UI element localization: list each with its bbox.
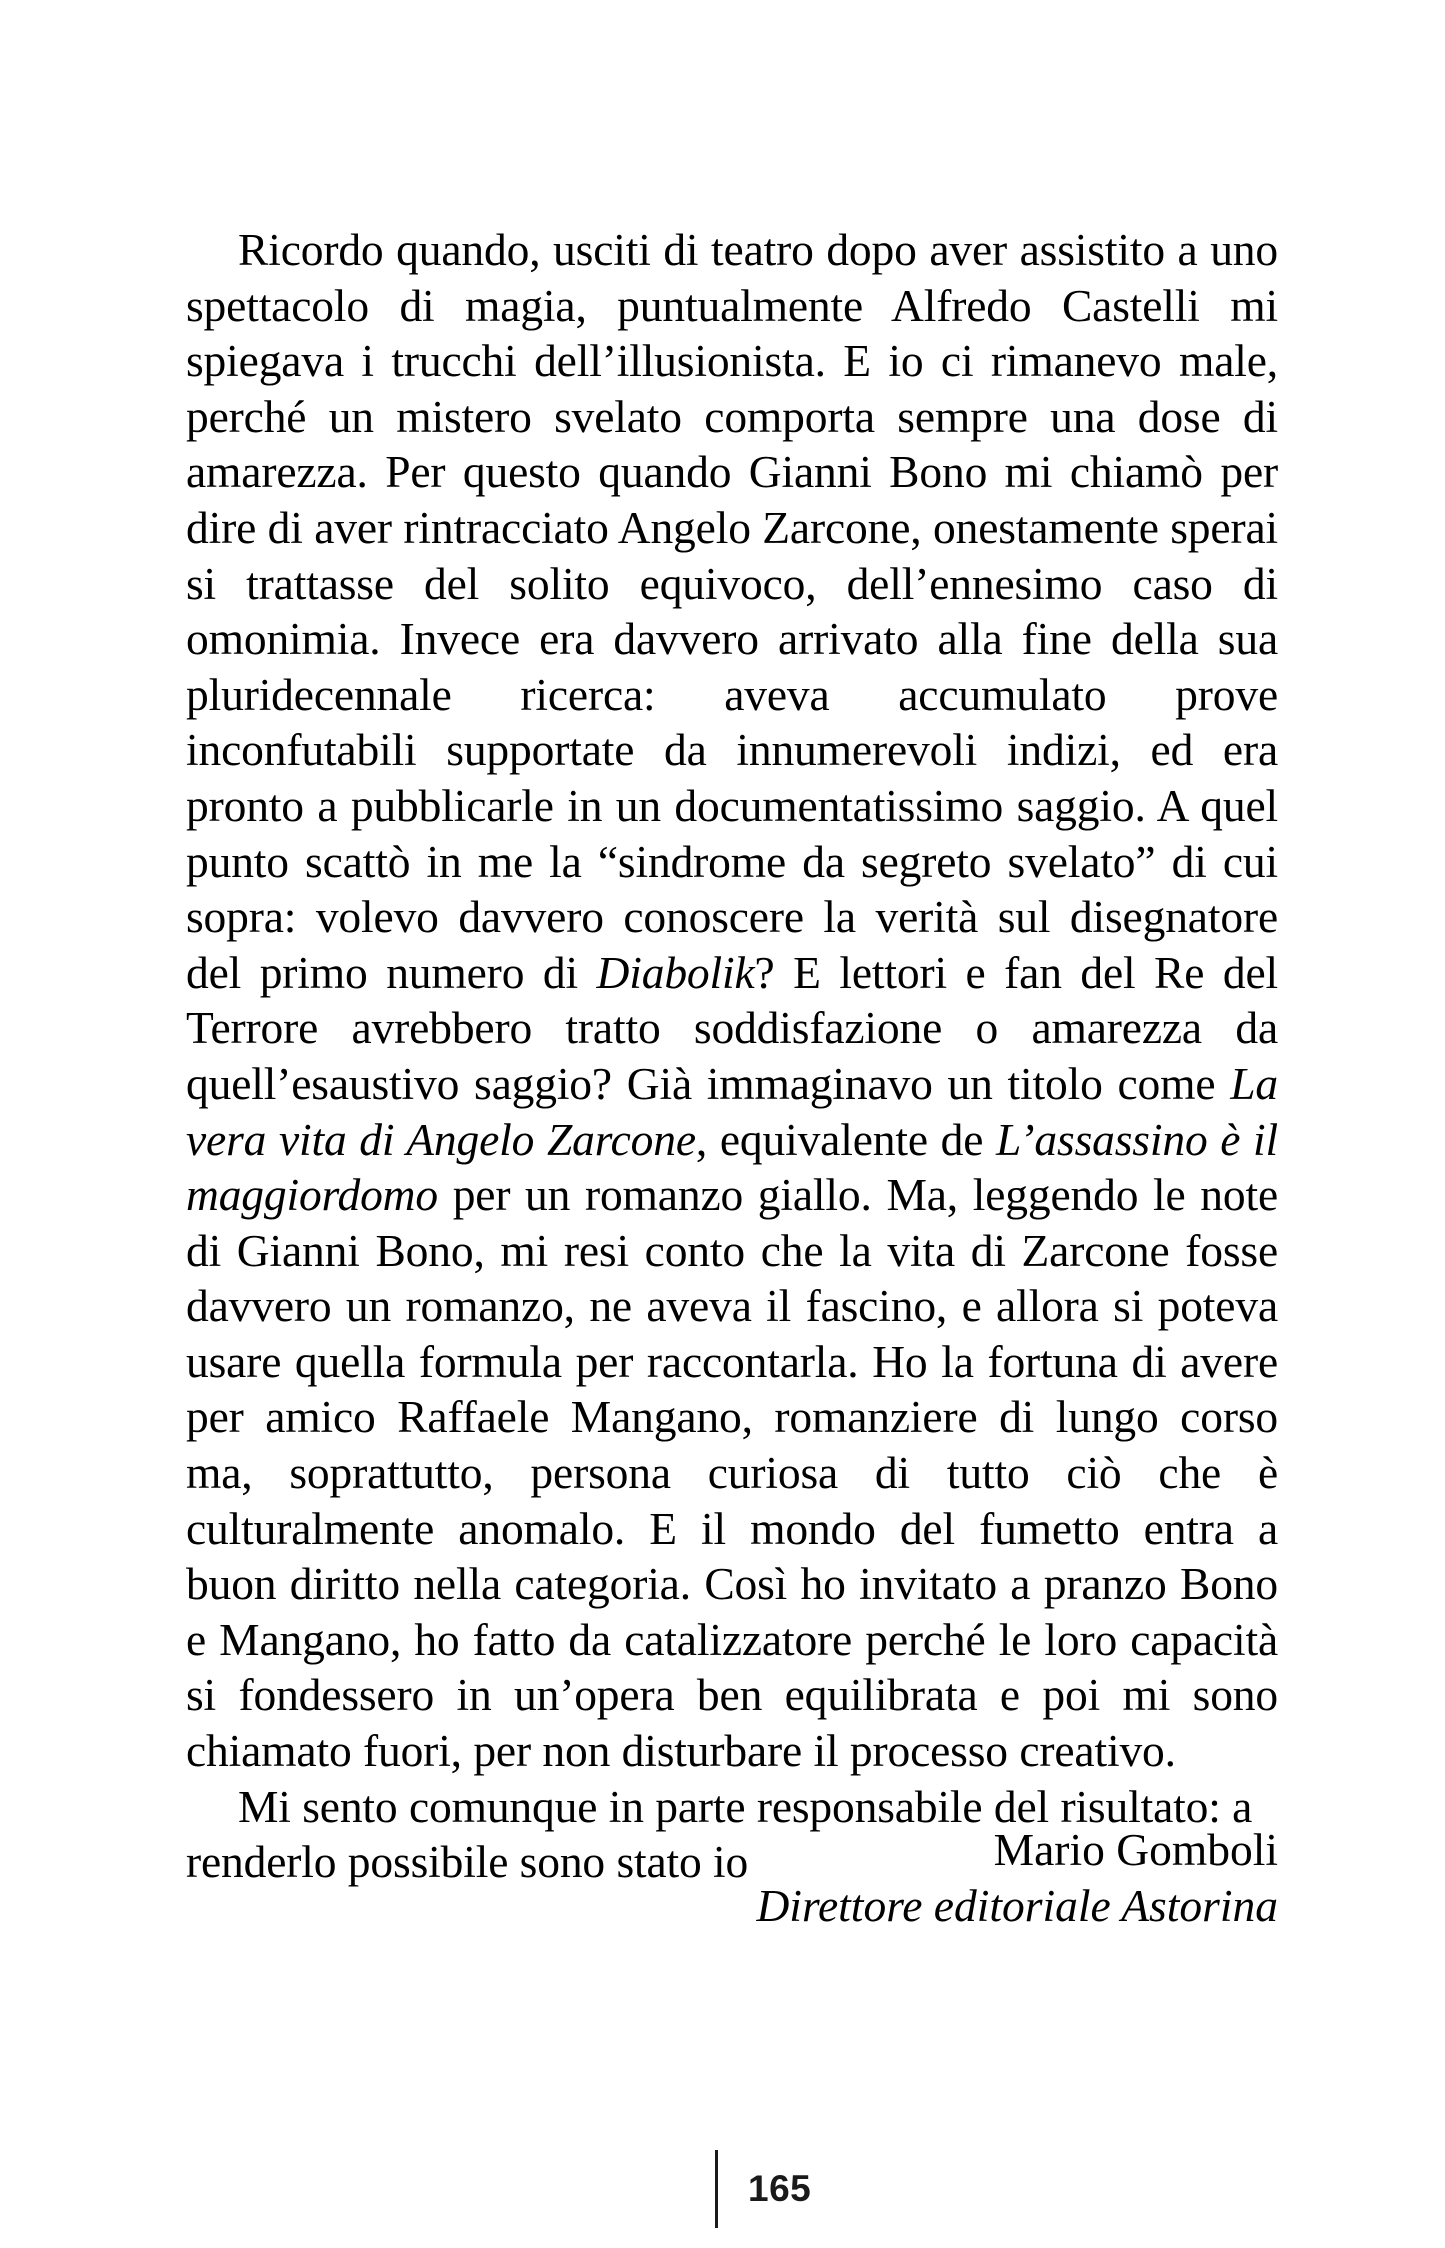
signature-block [186, 1822, 1278, 1933]
paragraph-1: Ricordo quando, usciti di teatro dopo aver assistito a uno spettacolo di magia, puntualmente Alfredo Castelli mi spiegava i trucchi dell’illusionista. E io ci rimanevo male, perché un mistero svelato comporta sempre una dose di amarezza. Per questo quando Gianni Bono mi chiamò per dire di aver rintracciato Angelo Zarcone, onestamente sperai si trattasse del solito equivoco, dell’ennesimo caso di omonimia. Invece era davvero arrivato alla fine della sua pluridecennale ricerca: aveva accumulato prove inconfutabili supportate da innumerevoli indizi, ed era pronto a pubblicarle in un documentatissimo saggio. A quel punto scattò in me la “sindrome da segreto svelato” di cui sopra: volevo davvero conoscere la verità sul disegnatore del primo numero di Diabolik? E lettori e fan del Re del Terrore avrebbero tratto soddisfazione o amarezza da quell’esaustivo saggio? Già immaginavo un titolo come La vera vita di Angelo Zarcone, equivalente de L’assassino è il maggiordomo per un romanzo giallo. Ma, leggendo le note di Gianni Bono, mi resi conto che la vita di Zarcone fosse davvero un romanzo, ne aveva il fascino, e allora si poteva usare quella formula per raccontarla. Ho la fortuna di avere per amico Raffaele Mangano, romanziere di lungo corso ma, soprattutto, persona curiosa di tutto ciò che è culturalmente anomalo. E il mondo del fumetto entra a buon diritto nella categoria. Così ho invitato a pranzo Bono e Mangano, ho fatto da catalizzatore perché le loro capacità si fondessero in un’opera ben equilibrata e poi mi sono chiamato fuori, per non disturbare il processo creativo. [186, 224, 1279, 1777]
page-footer [0, 2150, 1445, 2240]
body-text-block [186, 222, 1278, 1890]
footer-divider-rule [715, 2150, 718, 2228]
signature-role: Direttore editoriale Astorina [756, 1879, 1278, 1931]
signature-name: Mario Gomboli [993, 1824, 1278, 1875]
paragraph-2: Mi sento comunque in parte responsabile del risultato: a renderlo possibile sono stato io [186, 1780, 1253, 1888]
italic-title: L’assassino è il maggiordomo [186, 1113, 1278, 1221]
italic-title: Diabolik [596, 946, 755, 998]
page-number: 165 [748, 2168, 812, 2209]
italic-title: La vera vita di Angelo Zarcone [186, 1057, 1278, 1165]
